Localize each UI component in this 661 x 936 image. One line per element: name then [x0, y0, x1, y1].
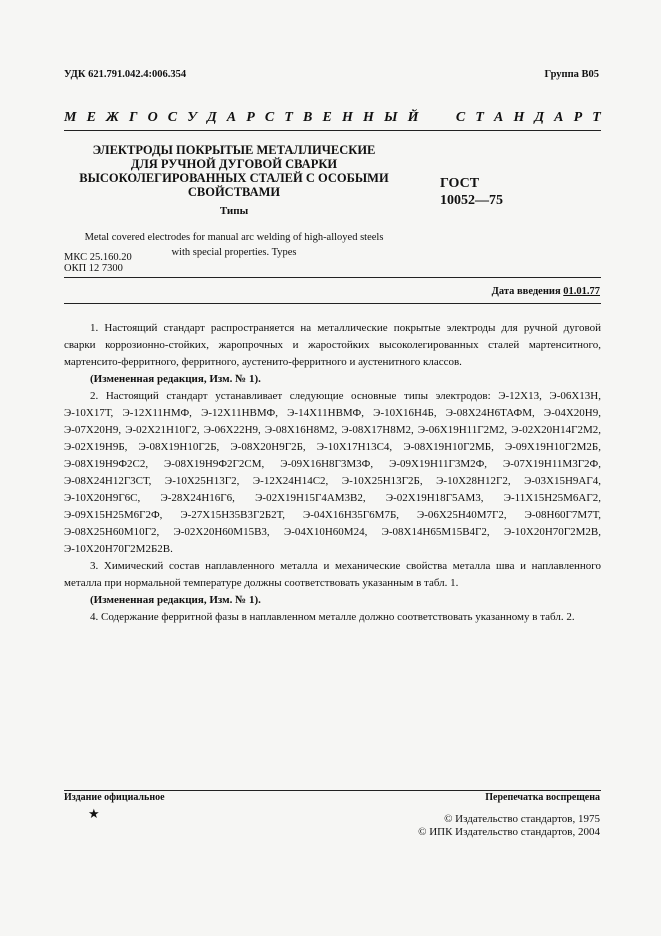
- heading-letter: Т: [284, 110, 293, 125]
- heading-letter: А: [226, 110, 237, 125]
- heading-letter: В: [303, 110, 313, 125]
- heading-letter: О: [147, 110, 158, 125]
- heading-letter: Г: [128, 110, 138, 125]
- document-subtitle: Типы: [219, 205, 249, 217]
- heading-letter: Н: [513, 110, 525, 125]
- classification-codes: [64, 252, 132, 274]
- heading-letter: [442, 110, 446, 126]
- title-line: ВЫСОКОЛЕГИРОВАННЫХ СТАЛЕЙ С ОСОБЫМИ: [79, 171, 389, 185]
- heading-letter: У: [187, 110, 197, 125]
- heading-letter: Е: [86, 110, 96, 125]
- heading-letter: [429, 110, 433, 126]
- clause-4: 4. Содержание ферритной фазы в наплавленном металле должно соответствовать указанному в табл. 2.: [90, 611, 575, 623]
- heading-letter: Д: [207, 110, 217, 125]
- heading-letter: Е: [322, 110, 332, 125]
- clause-2: 2. Настоящий стандарт устанавливает следующие основные типы электродов: Э-12Х13, Э-06Х13Н, Э-10Х17Т, Э-12Х11НМФ, Э-12Х11НВМФ, Э-14Х11НВМФ, Э-10Х16Н4Б, Э-08Х24Н6ТАФМ, Э-04Х20Н9, Э-07Х20Н9, Э-02Х21Н10Г2, Э-06Х22Н9, Э-08Х16Н8М2, Э-08Х17Н8М2, Э-06Х19Н11Г2М2, Э-02Х20Н14Г2М2, Э-02Х19Н9Б, Э-08Х19Н10Г2Б, Э-08Х20Н9Г2Б, Э-10Х17Н13С4, Э-08Х19Н10Г2МБ, Э-09Х19Н10Г2М2Б, Э-08Х19Н9Ф2С2, Э-08Х19Н9Ф2Г2СМ, Э-09Х16Н8Г3М3Ф, Э-09Х19Н11Г3М2Ф, Э-07Х19Н11М3Г2Ф, Э-08Х24Н12Г3СТ, Э-10Х25Н13Г2, Э-12Х24Н14С2, Э-10Х25Н13Г2Б, Э-10Х28Н12Г2, Э-03Х15Н9АГ4, Э-10Х20Н9Г6С, Э-28Х24Н16Г6, Э-02Х19Н15Г4АМ3В2, Э-02Х19Н18Г5АМ3, Э-11Х15Н25М6АГ2, Э-09Х15Н25М6Г2Ф, Э-27Х15Н35В3Г2Б2Т, Э-04Х16Н35Г6М7Б, Э-06Х25Н40М7Г2, Э-08Н60Г7М7Т, Э-08Х25Н60М10Г2, Э-02Х20Н60М15В3, Э-04Х10Н60М24, Э-08Х14Н65М15В4Г2, Э-10Х20Н70Г2М2В, Э-10Х20Н70Г2М2Б2В.: [64, 390, 601, 555]
- heading-letter: Т: [592, 110, 601, 125]
- amendment-note: (Измененная редакция, Изм. № 1).: [90, 594, 261, 606]
- heading-letter: Й: [407, 110, 419, 125]
- heading-letter: С: [455, 110, 466, 125]
- okp-code: ОКП 12 7300: [64, 263, 123, 274]
- heading-letter: Н: [341, 110, 353, 125]
- english-title-line: with special properties. Types: [171, 247, 297, 258]
- heading-letter: Р: [246, 110, 255, 125]
- title-line: ДЛЯ РУЧНОЙ ДУГОВОЙ СВАРКИ: [130, 157, 338, 171]
- mks-code: МКС 25.160.20: [64, 252, 132, 263]
- amendment-note: (Измененная редакция, Изм. № 1).: [90, 373, 261, 385]
- heading-letter: Н: [362, 110, 374, 125]
- gost-code: 10052—75: [440, 193, 503, 208]
- group-code: Группа В05: [544, 69, 599, 80]
- heading-letter: Ы: [383, 110, 398, 125]
- divider: [64, 130, 601, 131]
- divider: [64, 277, 601, 278]
- official-edition-label: Издание официальное: [64, 792, 165, 803]
- udk-code: УДК 621.791.042.4:006.354: [64, 69, 187, 80]
- copyright-line: © Издательство стандартов, 1975: [444, 813, 600, 825]
- document-body: [64, 320, 601, 626]
- clause-1: 1. Настоящий стандарт распространяется на металлические покрытые электроды для ручной дуговой сварки коррозионно-стойких, жаропрочных и жаростойких высоколегированных сталей мартенситного, мартенсито-ферритного, ферритного, аустенито-ферритного и аустенитного классов.: [64, 322, 601, 368]
- heading-letter: М: [64, 110, 77, 125]
- gost-label: ГОСТ: [440, 176, 480, 191]
- heading-letter: Т: [475, 110, 484, 125]
- heading-letter: А: [493, 110, 504, 125]
- effective-date: [492, 286, 600, 297]
- star-icon: ★: [88, 806, 100, 821]
- gost-number: [440, 175, 590, 209]
- clause-3: 3. Химический состав наплавленного металла и механические свойства металла шва и наплавленного металла при нормальной температуре должны соответствовать указанным в табл. 1.: [64, 560, 601, 589]
- title-line: ЭЛЕКТРОДЫ ПОКРЫТЫЕ МЕТАЛЛИЧЕСКИЕ: [92, 143, 376, 157]
- reprint-forbidden-label: Перепечатка воспрещена: [485, 792, 600, 803]
- english-title-line: Metal covered electrodes for manual arc welding of high-alloyed steels: [84, 232, 384, 243]
- effective-date-value: 01.01.77: [563, 286, 600, 297]
- heading-letter: А: [554, 110, 564, 125]
- copyright-block: [418, 813, 600, 839]
- copyright-line: © ИПК Издательство стандартов, 2004: [418, 826, 600, 838]
- divider: [64, 303, 601, 304]
- heading-letter: С: [264, 110, 275, 125]
- heading-letter: Ж: [106, 110, 119, 125]
- heading-letter: С: [167, 110, 178, 125]
- effective-date-label: Дата введения: [491, 286, 561, 297]
- document-title: [64, 143, 404, 199]
- heading-letter: Д: [534, 110, 545, 125]
- interstate-standard-heading: [64, 110, 601, 126]
- divider: [64, 790, 601, 791]
- title-line: СВОЙСТВАМИ: [187, 185, 281, 199]
- heading-letter: Р: [573, 110, 583, 125]
